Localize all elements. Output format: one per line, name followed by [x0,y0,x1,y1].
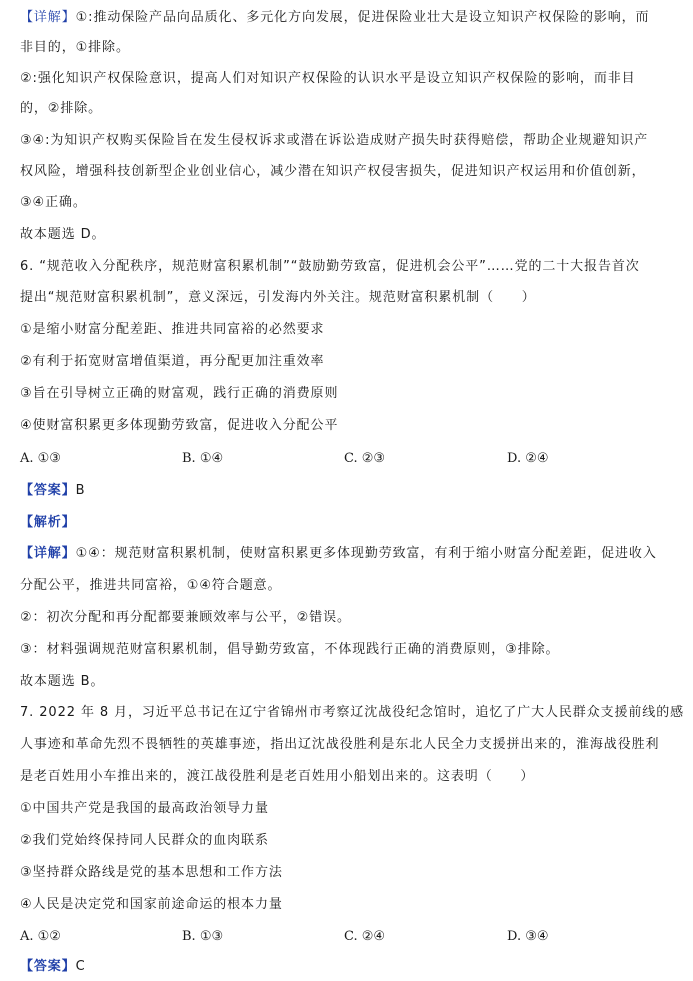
answer-value: C [75,959,86,974]
detail-text: ①:推动保险产品向品质化、多元化方向发展，促进保险业壮大是设立知识产权保险的影响，而 [75,10,650,25]
q6-analysis-heading [20,513,679,533]
detail-tag: 【详解】 [20,10,76,25]
q7-option-b: B. ①③ [182,929,224,944]
q7-stem-line-2: 人事迹和革命先烈不畏牺牲的英雄事迹，指出辽沈战役胜利是东北人民全力支援拼出来的，淮海战役胜利 [20,737,660,752]
q5-detail-line-2: 非目的，①排除。 [20,40,130,55]
q5-detail-line-7: ③④正确。 [20,195,87,210]
q7-option-a: A. ①② [20,929,61,944]
q6-conclusion: 故本题选 B。 [20,674,105,689]
q7-statement-1: ①中国共产党是我国的最高政治领导力量 [20,801,269,816]
q7-option-d: D. ③④ [507,929,549,944]
answer-tag: 【答案】 [20,959,76,974]
q6-statement-2: ②有利于拓宽财富增值渠道，再分配更加注重效率 [20,354,325,369]
q6-statement-1: ①是缩小财富分配差距、推进共同富裕的必然要求 [20,322,325,337]
q6-option-b: B. ①④ [182,451,224,466]
q5-conclusion: 故本题选 D。 [20,227,106,242]
detail-tag: 【详解】 [20,546,76,561]
q6-statement-4: ④使财富积累更多体现勤劳致富，促进收入分配公平 [20,418,339,433]
q7-statement-4: ④人民是决定党和国家前途命运的根本力量 [20,897,283,912]
q5-detail-line-5: ③④:为知识产权购买保险旨在发生侵权诉求或潜在诉讼造成财产损失时获得赔偿，帮助企业规避知识产 [20,133,649,148]
q6-statement-3: ③旨在引导树立正确的财富观，践行正确的消费原则 [20,386,339,401]
detail-text: ①④：规范财富积累机制，使财富积累更多体现勤劳致富，有利于缩小财富分配差距，促进收入 [75,546,657,561]
q6-option-d: D. ②④ [507,451,549,466]
q7-answer [20,957,679,977]
answer-value: B [75,483,86,498]
q7-stem-line-1: 7. 2022 年 8 月，习近平总书记在辽宁省锦州市考察辽沈战役纪念馆时，追忆了广大人民群众支援前线的感 [20,705,684,720]
q6-detail-line-1 [20,544,679,564]
q7-statement-3: ③坚持群众路线是党的基本思想和工作方法 [20,865,283,880]
q6-option-c: C. ②③ [344,451,386,466]
q6-detail-line-2: 分配公平，推进共同富裕，①④符合题意。 [20,578,282,593]
q6-option-a: A. ①③ [20,451,61,466]
q6-detail-line-4: ③：材料强调规范财富积累机制，倡导勤劳致富，不体现践行正确的消费原则，③排除。 [20,642,560,657]
q5-detail-line-3: ②:强化知识产权保险意识，提高人们对知识产权保险的认识水平是设立知识产权保险的影响，而非目 [20,71,636,86]
q5-detail-line-4: 的，②排除。 [20,101,103,116]
q6-detail-line-3: ②：初次分配和再分配都要兼顾效率与公平，②错误。 [20,610,351,625]
q7-option-c: C. ②④ [344,929,386,944]
q7-stem-line-3: 是老百姓用小车推出来的，渡江战役胜利是老百姓用小船划出来的。这表明（ ） [20,769,535,784]
q6-stem-line-2: 提出“规范财富积累机制”，意义深远，引发海内外关注。规范财富积累机制（ ） [20,290,536,305]
q6-stem-line-1: 6. “规范收入分配秩序，规范财富积累机制”“鼓励勤劳致富，促进机会公平”……党的二十大报告首次 [20,259,640,274]
analysis-tag: 【解析】 [20,515,76,530]
q7-statement-2: ②我们党始终保持同人民群众的血肉联系 [20,833,269,848]
q5-detail-line-1 [20,8,679,28]
q6-answer [20,481,679,501]
answer-tag: 【答案】 [20,483,76,498]
q5-detail-line-6: 权风险，增强科技创新型企业创业信心，减少潜在知识产权侵害损失，促进知识产权运用和价值创新， [20,164,646,179]
